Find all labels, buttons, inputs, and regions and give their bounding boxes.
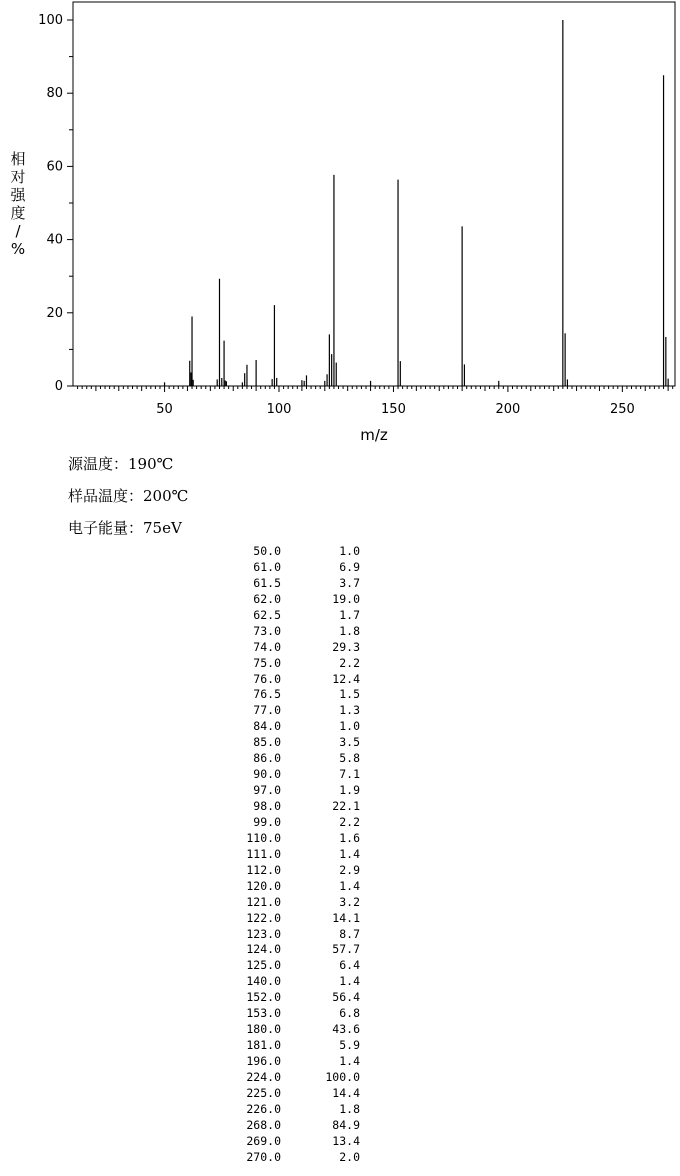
peak-row: [228, 879, 360, 895]
peak-mz: 99.0: [253, 814, 281, 829]
peak-row: [228, 815, 360, 831]
peak-intensity: 1.5: [339, 687, 360, 702]
peak-intensity: 1.0: [339, 544, 360, 558]
peak-intensity: 43.6: [332, 1022, 360, 1037]
peak-row: [228, 1038, 360, 1054]
x-tick-label: 150: [381, 402, 406, 417]
peak-intensity: 14.1: [332, 910, 360, 925]
y-axis-label-char: 对: [10, 168, 26, 186]
peak-mz: 269.0: [246, 1133, 281, 1148]
peak-mz: 90.0: [253, 767, 281, 782]
peak-row: [228, 831, 360, 847]
peak-row: [228, 560, 360, 576]
peak-intensity: 6.4: [339, 958, 360, 973]
peak-row: [228, 687, 360, 703]
peak-mz: 124.0: [246, 942, 281, 957]
peak-mz: 61.0: [253, 559, 281, 574]
peak-row: [228, 672, 360, 688]
peak-row: [228, 1070, 360, 1086]
peak-intensity: 1.9: [339, 783, 360, 798]
peak-mz: 85.0: [253, 735, 281, 750]
peak-row: [228, 847, 360, 863]
peak-intensity: 2.2: [339, 814, 360, 829]
peak-mz: 180.0: [246, 1022, 281, 1037]
peak-intensity: 12.4: [332, 671, 360, 686]
peak-mz: 73.0: [253, 623, 281, 638]
x-tick-label: 100: [266, 402, 292, 417]
peak-row: [228, 703, 360, 719]
peak-row: [228, 640, 360, 656]
peak-mz: 121.0: [246, 894, 281, 909]
mass-spectrum-chart: [0, 0, 680, 450]
peak-mz: 112.0: [246, 862, 281, 877]
electron-energy: 电子能量：75eV: [68, 519, 182, 537]
peak-mz: 50.0: [253, 544, 281, 558]
peak-intensity: 1.4: [339, 1054, 360, 1068]
peak-row: [228, 1054, 360, 1070]
peak-intensity: 1.7: [339, 607, 360, 622]
peak-mz: 110.0: [246, 830, 281, 845]
peak-mz: 111.0: [246, 846, 281, 861]
peak-intensity: 22.1: [332, 799, 360, 813]
peak-row: [228, 544, 360, 560]
peak-row: [228, 1102, 360, 1118]
peak-mz: 125.0: [246, 958, 281, 973]
peak-mz: 224.0: [246, 1069, 281, 1084]
tick-labels: [38, 13, 635, 417]
peak-mz: 62.0: [253, 591, 281, 606]
peak-intensity: 1.4: [339, 974, 360, 989]
peak-row: [228, 895, 360, 911]
peak-intensity: 2.9: [339, 862, 360, 877]
peak-mz: 98.0: [253, 799, 281, 813]
peak-intensity: 3.2: [339, 894, 360, 909]
peak-mz: 75.0: [253, 655, 281, 670]
y-tick-label: 60: [46, 159, 63, 175]
plot-frame: [73, 2, 675, 386]
peak-row: [228, 927, 360, 943]
peak-mz: 196.0: [246, 1054, 281, 1068]
peak-intensity: 1.3: [339, 703, 360, 718]
peak-mz: 76.5: [253, 687, 281, 702]
peak-intensity: 19.0: [332, 591, 360, 606]
peak-row: [228, 751, 360, 767]
peak-intensity: 3.7: [339, 575, 360, 590]
peak-mz: 84.0: [253, 719, 281, 734]
peak-row: [228, 1086, 360, 1102]
y-tick-label: 40: [46, 232, 63, 248]
x-axis-label: m/z: [360, 426, 388, 444]
peak-row: [228, 608, 360, 624]
y-tick-label: 0: [54, 379, 63, 394]
y-tick-label: 20: [46, 305, 63, 321]
peak-mz: 77.0: [253, 703, 281, 718]
peak-row: [228, 656, 360, 672]
x-tick-label: 250: [609, 402, 635, 417]
peak-mz: 62.5: [253, 607, 281, 622]
source-temperature: 源温度：190℃: [68, 455, 174, 473]
peak-mz: 97.0: [253, 783, 281, 798]
peak-intensity: 1.4: [339, 878, 360, 893]
peak-row: [228, 783, 360, 799]
peak-row: [228, 1150, 360, 1166]
peak-row: [228, 958, 360, 974]
peak-intensity: 3.5: [339, 735, 360, 750]
peak-row: [228, 592, 360, 608]
peak-bars: [165, 20, 669, 386]
peak-intensity: 100.0: [325, 1069, 360, 1084]
peak-intensity: 8.7: [339, 926, 360, 941]
peak-intensity: 1.4: [339, 846, 360, 861]
y-axis-label-char: 强: [10, 186, 26, 204]
peak-mz: 76.0: [253, 671, 281, 686]
peak-row: [228, 576, 360, 592]
peak-intensity: 6.8: [339, 1006, 360, 1021]
peak-intensity: 29.3: [332, 639, 360, 654]
peak-intensity: 84.9: [332, 1117, 360, 1132]
y-tick-label: 80: [46, 86, 63, 102]
peak-row: [228, 990, 360, 1006]
peak-intensity: 1.8: [339, 1101, 360, 1116]
y-axis-label-char: %: [10, 240, 26, 258]
peak-intensity: 57.7: [332, 942, 360, 957]
peak-intensity: 56.4: [332, 990, 360, 1005]
peak-mz: 140.0: [246, 974, 281, 989]
peak-row: [228, 624, 360, 640]
peak-row: [228, 735, 360, 751]
peak-intensity: 5.9: [339, 1038, 360, 1053]
peak-mz: 123.0: [246, 926, 281, 941]
peak-row: [228, 767, 360, 783]
peak-mz: 122.0: [246, 910, 281, 925]
peak-mz: 74.0: [253, 639, 281, 654]
peak-intensity: 1.0: [339, 719, 360, 734]
peak-row: [228, 1022, 360, 1038]
peak-row: [228, 974, 360, 990]
peak-row: [228, 719, 360, 735]
x-tick-label: 50: [156, 402, 173, 417]
x-tick-label: 200: [495, 402, 521, 417]
y-tick-label: 100: [38, 13, 63, 28]
peak-row: [228, 863, 360, 879]
peak-mz: 86.0: [253, 751, 281, 766]
peak-intensity: 6.9: [339, 559, 360, 574]
peak-row: [228, 1118, 360, 1134]
peak-intensity: 2.0: [339, 1149, 360, 1164]
peak-intensity: 13.4: [332, 1133, 360, 1148]
y-axis-label-char: 度: [10, 204, 26, 222]
peak-intensity: 2.2: [339, 655, 360, 670]
peak-intensity: 1.8: [339, 623, 360, 638]
peak-row: [228, 1134, 360, 1150]
peak-mz: 270.0: [246, 1149, 281, 1164]
peak-row: [228, 942, 360, 958]
y-axis-label-char: 相: [10, 150, 26, 168]
peak-row: [228, 1006, 360, 1022]
peak-row: [228, 799, 360, 815]
peak-intensity: 14.4: [332, 1085, 360, 1100]
peak-mz: 225.0: [246, 1085, 281, 1100]
y-axis-label-char: /: [15, 222, 21, 240]
peak-mz: 120.0: [246, 878, 281, 893]
peak-intensity: 7.1: [339, 767, 360, 782]
peak-intensity: 1.6: [339, 830, 360, 845]
y-axis-label: [6, 150, 30, 258]
sample-temperature: 样品温度：200℃: [68, 487, 189, 505]
axis-ticks: [67, 20, 673, 392]
peak-mz: 181.0: [246, 1038, 281, 1053]
peak-mz: 268.0: [246, 1117, 281, 1132]
peak-mz: 152.0: [246, 990, 281, 1005]
peak-mz: 226.0: [246, 1101, 281, 1116]
peak-intensity: 5.8: [339, 751, 360, 766]
peak-mz: 153.0: [246, 1006, 281, 1021]
peak-mz: 61.5: [253, 575, 281, 590]
peak-table: [228, 544, 360, 1166]
peak-row: [228, 911, 360, 927]
